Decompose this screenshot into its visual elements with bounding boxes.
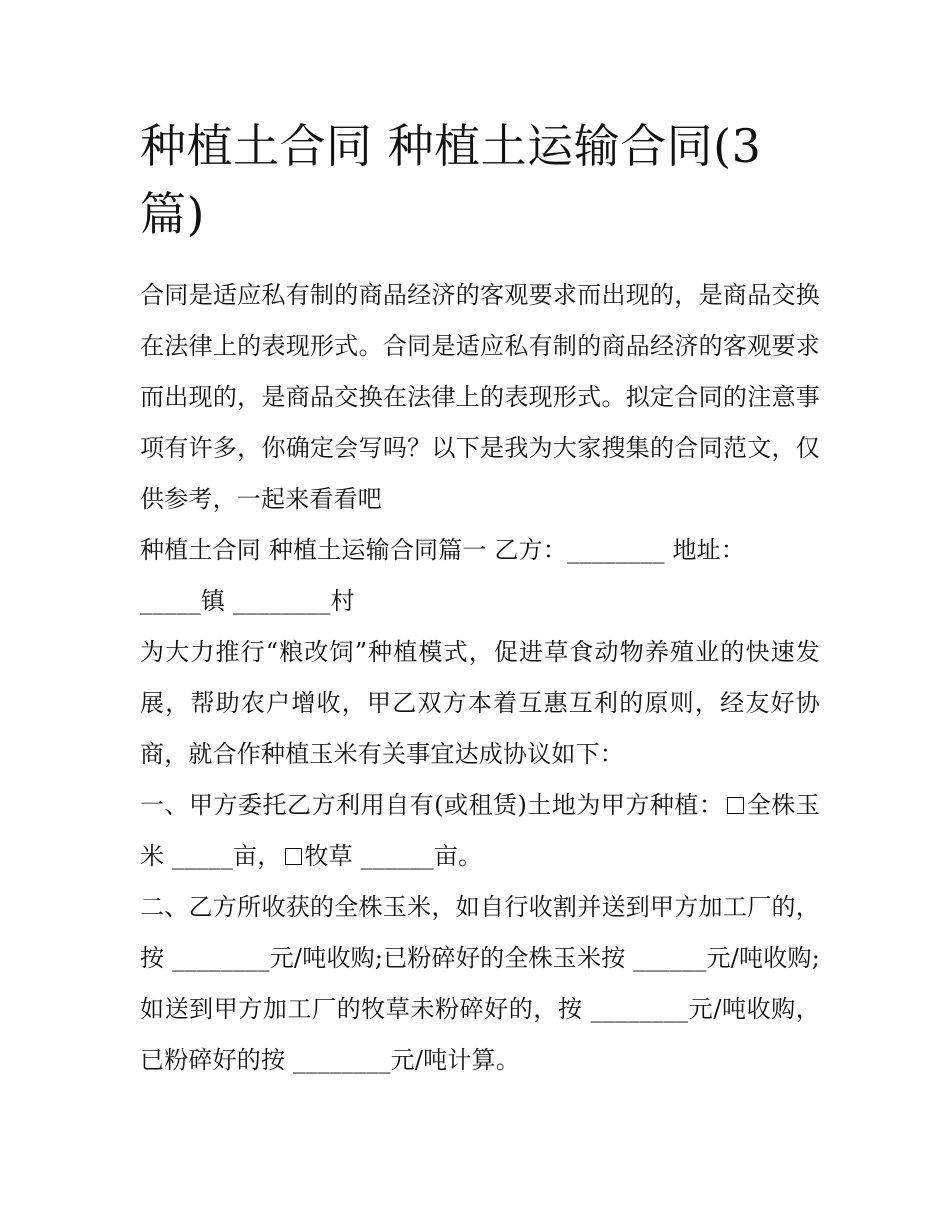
- intro-paragraph: 合同是适应私有制的商品经济的客观要求而出现的，是商品交换在法律上的表现形式。合同是适应私有制的商品经济的客观要求而出现的，是商品交换在法律上的表现形式。拟定合同的注意事项有许多，你确定会写吗？以下是我为大家搜集的合同范文，仅供参考，一起来看看吧: [140, 281, 820, 513]
- title-line-2: 篇): [140, 187, 205, 241]
- clause-1-grass: 牧草 ______亩。: [304, 842, 483, 870]
- clause-1-corn: 全株玉米 _____亩，: [140, 791, 820, 870]
- document-page: [140, 112, 820, 1086]
- party-line-1: 种植土合同 种植土运输合同篇一 乙方：________ 地址：: [140, 536, 746, 564]
- checkbox-grass[interactable]: [285, 848, 302, 865]
- clause-2: 二、乙方所收获的全株玉米，如自行收割并送到甲方加工厂的，按 ________元/吨收购;已粉碎好的全株玉米按 ______元/吨收购;如送到甲方加工厂的牧草未粉碎好的，按 ________元/吨收购，已粉碎好的按 ________元/吨计算。: [140, 893, 820, 1074]
- checkbox-corn[interactable]: [727, 797, 744, 814]
- clause-1: [140, 780, 820, 882]
- party-line-2: _____镇 ________村: [140, 587, 355, 615]
- purpose-paragraph: 为大力推行“粮改饲”种植模式，促进草食动物养殖业的快速发展，帮助农户增收，甲乙双方本着互惠互利的原则，经友好协商，就合作种植玉米有关事宜达成协议如下：: [140, 638, 820, 768]
- clause-1-text: 一、甲方委托乙方利用自有(或租赁)土地为甲方种植：: [140, 791, 724, 819]
- document-title: [140, 112, 820, 248]
- title-line-1: 种植土合同 种植土运输合同(3: [140, 119, 762, 173]
